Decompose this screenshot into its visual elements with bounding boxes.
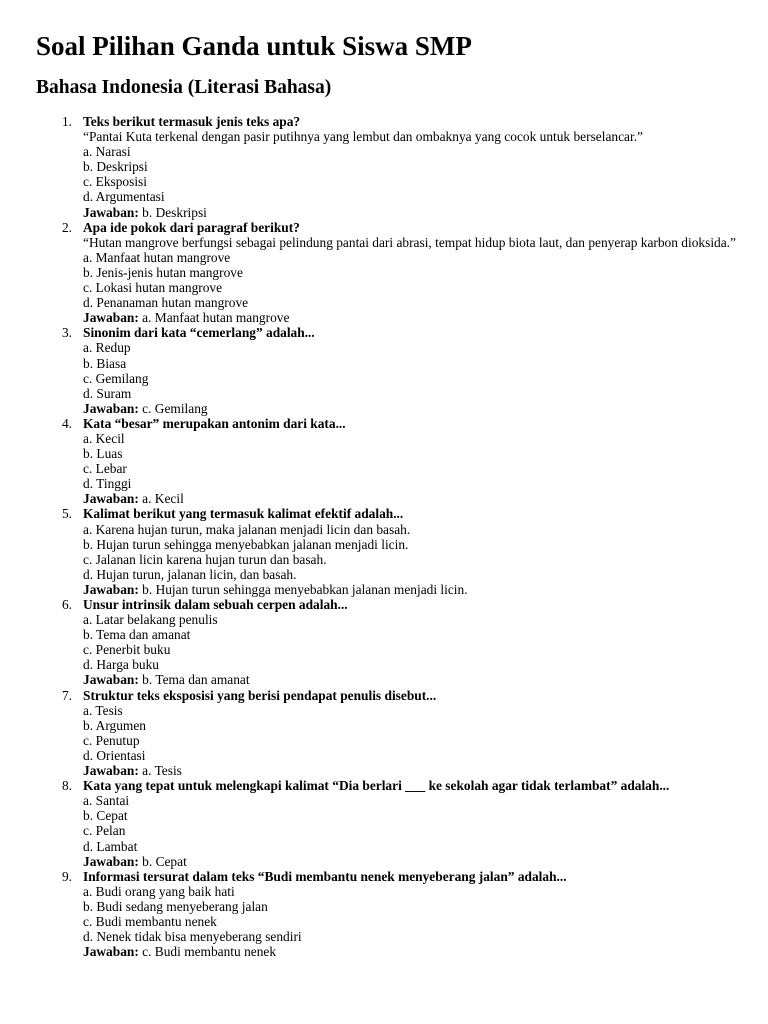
question-number: 5.	[61, 506, 72, 522]
answer-option: c. Lokasi hutan mangrove	[83, 280, 223, 296]
question-item	[0, 506, 768, 597]
answer-key	[83, 491, 738, 506]
question-number: 9.	[61, 868, 72, 884]
answer-option: b. Hujan turun sehingga menyebabkan jalanan menjadi licin.	[83, 536, 409, 552]
question-text: Informasi tersurat dalam teks “Budi membantu nenek menyeberang jalan” adalah...	[83, 868, 567, 884]
question-number: 2.	[61, 219, 72, 235]
answer-option: a. Kecil	[83, 430, 125, 446]
answer-key	[83, 310, 738, 325]
answer-value: c. Gemilang	[142, 400, 208, 416]
answer-option: d. Hujan turun, jalanan licin, dan basah.	[83, 566, 297, 582]
answer-option: d. Nenek tidak bisa menyeberang sendiri	[83, 929, 302, 945]
answer-label: Jawaban:	[83, 672, 139, 688]
question-item	[0, 325, 768, 416]
question-text: Kata yang tepat untuk melengkapi kalimat “Dia berlari ___ ke sekolah agar tidak terlambat” adalah...	[83, 778, 670, 794]
question-item	[0, 114, 768, 220]
answer-option: c. Pelan	[83, 823, 126, 839]
answer-option: b. Cepat	[83, 808, 128, 824]
answer-option: c. Jalanan licin karena hujan turun dan basah.	[83, 551, 327, 567]
answer-option: a. Karena hujan turun, maka jalanan menjadi licin dan basah.	[83, 521, 411, 537]
answer-option: b. Deskripsi	[83, 159, 148, 175]
answer-label: Jawaban:	[83, 581, 139, 597]
answer-option: c. Gemilang	[83, 370, 149, 386]
answer-option: d. Lambat	[83, 838, 138, 854]
answer-value: b. Tema dan amanat	[142, 672, 250, 688]
document-title: Soal Pilihan Ganda untuk Siswa SMP	[36, 31, 472, 61]
answer-option: a. Tesis	[83, 702, 123, 718]
answer-option: d. Penanaman hutan mangrove	[83, 295, 249, 311]
answer-label: Jawaban:	[83, 944, 139, 960]
answer-key	[83, 672, 738, 687]
question-number: 1.	[61, 114, 72, 129]
answer-label: Jawaban:	[83, 491, 139, 507]
answer-option: b. Biasa	[83, 355, 127, 371]
question-number: 8.	[61, 778, 72, 794]
answer-label: Jawaban:	[83, 310, 139, 326]
answer-key	[83, 401, 738, 416]
question-item	[0, 688, 768, 779]
answer-option: d. Tinggi	[83, 476, 132, 492]
answer-option: c. Eksposisi	[83, 174, 147, 190]
answer-key	[83, 944, 738, 959]
answer-option: b. Jenis-jenis hutan mangrove	[83, 264, 243, 280]
answer-option: a. Manfaat hutan mangrove	[83, 249, 231, 265]
answer-option: c. Lebar	[83, 461, 127, 477]
answer-option: b. Luas	[83, 446, 123, 462]
answer-option: c. Penutup	[83, 732, 140, 748]
question-item	[0, 416, 768, 507]
question-number: 7.	[61, 687, 72, 703]
question-text: Kata “besar” merupakan antonim dari kata...	[83, 415, 346, 431]
answer-key	[83, 205, 738, 220]
question-passage: “Pantai Kuta terkenal dengan pasir putihnya yang lembut dan ombaknya yang cocok untuk berselancar.”	[83, 129, 643, 145]
answer-label: Jawaban:	[83, 400, 139, 416]
question-text: Struktur teks eksposisi yang berisi pendapat penulis disebut...	[83, 687, 437, 703]
answer-option: b. Budi sedang menyeberang jalan	[83, 898, 268, 914]
answer-option: a. Narasi	[83, 144, 131, 160]
question-list	[0, 114, 768, 959]
question-passage: “Hutan mangrove berfungsi sebagai pelindung pantai dari abrasi, tempat hidup biota laut, dan penyerap karbon dioksida.”	[83, 234, 736, 250]
question-text: Sinonim dari kata “cemerlang” adalah...	[83, 325, 315, 341]
answer-label: Jawaban:	[83, 204, 139, 220]
question-text: Unsur intrinsik dalam sebuah cerpen adalah...	[83, 597, 348, 612]
answer-value: b. Cepat	[142, 853, 187, 869]
question-number: 3.	[61, 325, 72, 341]
answer-option: c. Budi membantu nenek	[83, 913, 217, 929]
answer-value: a. Manfaat hutan mangrove	[142, 310, 290, 326]
answer-option: a. Budi orang yang baik hati	[83, 883, 235, 899]
answer-label: Jawaban:	[83, 763, 139, 779]
question-item	[0, 778, 768, 869]
question-text: Apa ide pokok dari paragraf berikut?	[83, 219, 300, 235]
answer-option: d. Orientasi	[83, 747, 146, 763]
answer-value: a. Kecil	[142, 491, 184, 507]
answer-key	[83, 582, 738, 597]
question-text: Teks berikut termasuk jenis teks apa?	[83, 114, 301, 129]
answer-label: Jawaban:	[83, 853, 139, 869]
answer-option: c. Penerbit buku	[83, 642, 171, 658]
question-number: 4.	[61, 415, 72, 431]
question-number: 6.	[61, 597, 72, 612]
answer-option: d. Harga buku	[83, 657, 159, 673]
answer-value: b. Hujan turun sehingga menyebabkan jalanan menjadi licin.	[142, 581, 468, 597]
section-heading: Bahasa Indonesia (Literasi Bahasa)	[36, 77, 332, 98]
answer-option: a. Santai	[83, 793, 130, 809]
answer-key	[83, 763, 738, 778]
question-text: Kalimat berikut yang termasuk kalimat efektif adalah...	[83, 506, 404, 522]
answer-value: c. Budi membantu nenek	[142, 944, 277, 960]
question-item	[0, 869, 768, 960]
answer-option: a. Redup	[83, 340, 131, 356]
answer-option: b. Tema dan amanat	[83, 627, 191, 643]
question-item	[0, 597, 768, 688]
question-item	[0, 220, 768, 326]
answer-value: a. Tesis	[142, 763, 182, 779]
answer-key	[83, 854, 738, 869]
answer-value: b. Deskripsi	[142, 204, 207, 220]
answer-option: b. Argumen	[83, 717, 146, 733]
answer-option: a. Latar belakang penulis	[83, 612, 218, 628]
answer-option: d. Suram	[83, 385, 132, 401]
answer-option: d. Argumentasi	[83, 189, 165, 205]
